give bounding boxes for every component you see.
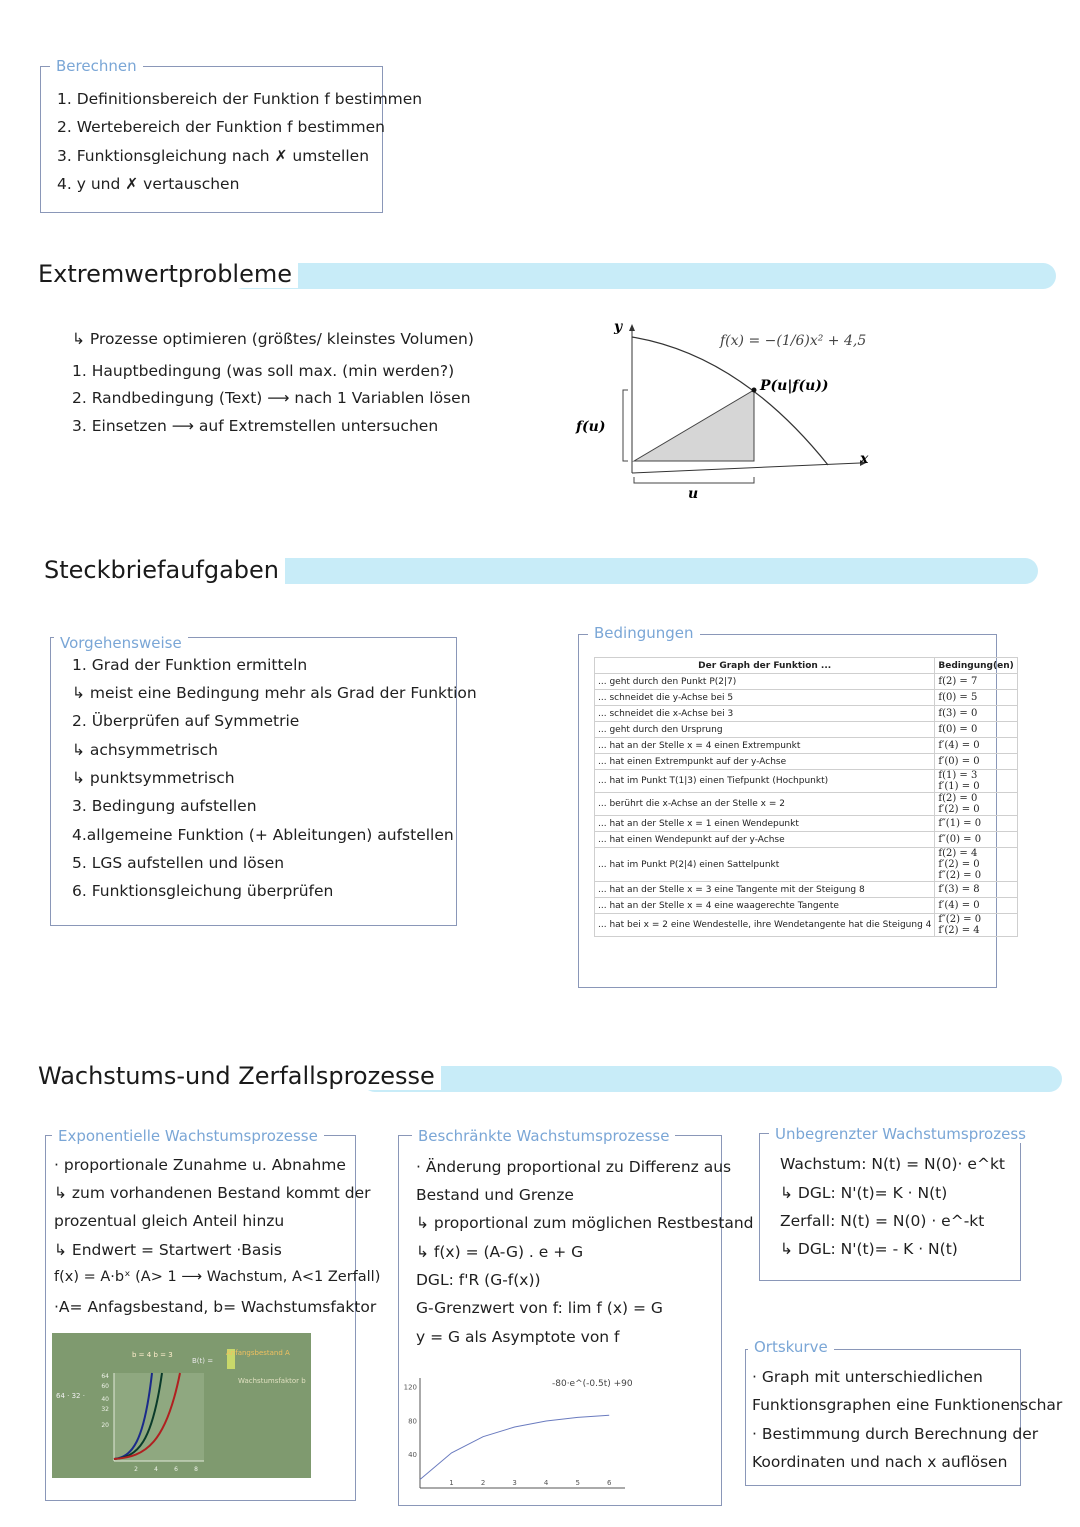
equation: f(1) = 3 [938, 770, 978, 781]
table-header-bedingung: Bedingung(en) [935, 658, 1017, 674]
table-cell-condition: ... hat an der Stelle x = 4 einen Extrempunkt [595, 738, 935, 754]
vorgehen-item: ↳ achsymmetrisch [72, 741, 218, 759]
unbegr-item: Wachstum: N(t) = N(0)· e^kt [780, 1155, 1005, 1173]
image-xtick-label: 4 [154, 1466, 158, 1473]
triangle-area [634, 390, 754, 461]
table-cell-condition: ... hat im Punkt T(1|3) einen Tiefpunkt (Hochpunkt) [595, 770, 935, 793]
chart-xtick-label: 4 [543, 1479, 549, 1487]
unbegr-title: Unbegrenzter Wachstumsprozess [769, 1125, 1032, 1143]
equation: f′(1) = 0 [938, 781, 980, 792]
vorgehen-item: 2. Überprüfen auf Symmetrie [72, 712, 300, 730]
unbegr-item: ↳ DGL: N'(t)= K · N(t) [780, 1184, 948, 1202]
vorgehen-item: 3. Bedingung aufstellen [72, 797, 257, 815]
bedingungen-title: Bedingungen [588, 624, 700, 642]
table-row [595, 882, 1018, 898]
orts-item: Koordinaten und nach x auflösen [752, 1453, 1008, 1471]
vorgehen-item: ↳ meist eine Bedingung mehr als Grad der Funktion [72, 684, 477, 702]
heading-highlight [230, 263, 1056, 289]
expo-title: Exponentielle Wachstumsprozesse [52, 1127, 324, 1145]
extrem-item: 3. Einsetzen ⟶ auf Extremstellen untersuchen [72, 417, 439, 435]
table-cell-equation [935, 754, 1017, 770]
extrem-item: 1. Hauptbedingung (was soll max. (min werden?) [72, 362, 455, 380]
equation: f′(2) = 0 [938, 859, 980, 870]
orts-item: · Bestimmung durch Berechnung der [752, 1425, 1039, 1443]
expo-item: ·A= Anfagsbestand, b= Wachstumsfaktor [54, 1298, 377, 1316]
table-cell-equation [935, 848, 1017, 882]
table-cell-equation [935, 738, 1017, 754]
equation: f′(4) = 0 [938, 900, 980, 911]
table-row [595, 674, 1018, 690]
table-row [595, 898, 1018, 914]
image-ytick-label: 40 [101, 1396, 109, 1403]
table-row [595, 914, 1018, 937]
table-row [595, 754, 1018, 770]
table-header-graph: Der Graph der Funktion ... [595, 658, 935, 674]
equation: f′(0) = 0 [938, 756, 980, 767]
table-row [595, 738, 1018, 754]
vorgehen-title: Vorgehensweise [54, 634, 188, 652]
vorgehen-item: 4.allgemeine Funktion (+ Ableitungen) aufstellen [72, 826, 454, 844]
table-cell-condition: ... berührt die x-Achse an der Stelle x = 2 [595, 793, 935, 816]
equation: f′(2) = 0 [938, 804, 980, 815]
equation: f′(4) = 0 [938, 740, 980, 751]
table-row [595, 690, 1018, 706]
table-cell-condition: ... hat im Punkt P(2|4) einen Sattelpunkt [595, 848, 935, 882]
equation: f(0) = 5 [938, 692, 978, 703]
image-ytick-label: 20 [101, 1422, 109, 1429]
beschr-item: · Änderung proportional zu Differenz aus [416, 1158, 732, 1176]
orts-title: Ortskurve [748, 1338, 834, 1356]
image-ytick-label: 60 [101, 1383, 109, 1390]
image-ytick-label: 32 [101, 1406, 109, 1413]
table-cell-condition: ... hat einen Extrempunkt auf der y-Achse [595, 754, 935, 770]
point-label: P(u|f(u)) [760, 378, 829, 394]
chart-series-line [420, 1415, 609, 1479]
chart-ytick-label: 80 [408, 1417, 417, 1426]
table-cell-equation [935, 674, 1017, 690]
bedingungen-table [594, 657, 1018, 937]
y-axis-label: y [614, 319, 623, 335]
point-p [752, 388, 757, 393]
beschr-title: Beschränkte Wachstumsprozesse [412, 1127, 675, 1145]
fu-bracket [623, 390, 628, 461]
table-cell-equation [935, 690, 1017, 706]
beschr-item: y = G als Asymptote von f [416, 1328, 620, 1346]
table-row [595, 793, 1018, 816]
heading-highlight [362, 1066, 1062, 1092]
table-cell-condition: ... geht durch den Punkt P(2|7) [595, 674, 935, 690]
fu-label: f(u) [576, 419, 606, 435]
equation: f(2) = 7 [938, 676, 978, 687]
x-axis [632, 463, 860, 473]
beschr-chart [400, 1372, 633, 1502]
left-label: 64 · 32 · [56, 1392, 85, 1400]
berechnen-item: 4. y und ✗ vertauschen [57, 175, 240, 193]
heading-highlight [232, 558, 1038, 584]
table-row [595, 722, 1018, 738]
table-row [595, 832, 1018, 848]
vorgehen-item: ↳ punktsymmetrisch [72, 769, 235, 787]
image-ytick-label: 64 [101, 1373, 109, 1380]
b-labels: b = 4 b = 3 [132, 1351, 173, 1359]
table-cell-condition: ... geht durch den Ursprung [595, 722, 935, 738]
chart-ytick-label: 40 [408, 1451, 417, 1460]
table-row [595, 848, 1018, 882]
table-cell-condition: ... schneidet die x-Achse bei 3 [595, 706, 935, 722]
u-bracket [634, 477, 754, 483]
y-axis-arrow [629, 324, 635, 331]
table-cell-equation [935, 706, 1017, 722]
equation: f″(2) = 0 [938, 914, 982, 925]
unbegr-item: ↳ DGL: N'(t)= - K · N(t) [780, 1240, 958, 1258]
equation: f′(3) = 8 [938, 884, 980, 895]
table-cell-equation [935, 914, 1017, 937]
bx-label: B(t) = [192, 1357, 214, 1365]
chart-xtick-label: 6 [606, 1479, 612, 1487]
orts-item: Funktionsgraphen eine Funktionenschar [752, 1396, 1063, 1414]
extrem-graph [570, 315, 870, 505]
table-cell-equation [935, 793, 1017, 816]
extrem-heading: Extremwertprobleme [38, 260, 298, 288]
extrem-item: 2. Randbedingung (Text) ⟶ nach 1 Variablen lösen [72, 389, 471, 407]
berechnen-item: 3. Funktionsgleichung nach ✗ umstellen [57, 147, 370, 165]
x-axis-label: x [860, 451, 869, 467]
table-row [595, 706, 1018, 722]
function-label: f(x) = −(1/6)x² + 4,5 [720, 333, 867, 349]
berechnen-item: 1. Definitionsbereich der Funktion f bestimmen [57, 90, 423, 108]
chart-function-label: -80·e^(-0.5t) +90 [552, 1379, 633, 1389]
table-cell-equation [935, 832, 1017, 848]
berechnen-item: 2. Wertebereich der Funktion f bestimmen [57, 118, 385, 136]
table-cell-condition: ... hat einen Wendepunkt auf der y-Achse [595, 832, 935, 848]
vorgehen-item: 5. LGS aufstellen und lösen [72, 854, 285, 872]
image-xtick-label: 6 [174, 1466, 178, 1473]
wachstum-heading: Wachstums-und Zerfallsprozesse [38, 1062, 441, 1090]
u-label: u [688, 486, 699, 502]
anfang-label: Anfangsbestand A [226, 1349, 290, 1357]
beschr-item: G-Grenzwert von f: lim f (x) = G [416, 1299, 663, 1317]
chart-ticks [404, 1383, 612, 1487]
vorgehen-item: 6. Funktionsgleichung überprüfen [72, 882, 334, 900]
table-cell-equation [935, 722, 1017, 738]
table-cell-equation [935, 770, 1017, 793]
chart-xtick-label: 2 [480, 1479, 486, 1487]
chart-xtick-label: 3 [512, 1479, 517, 1487]
equation: f′(2) = 4 [938, 925, 980, 936]
faktor-label: Wachstumsfaktor b [238, 1377, 306, 1385]
chart-ytick-label: 120 [403, 1383, 417, 1392]
expo-item: · proportionale Zunahme u. Abnahme [54, 1156, 346, 1174]
equation: f″(1) = 0 [938, 818, 982, 829]
equation: f(2) = 0 [938, 793, 978, 804]
vorgehen-item: 1. Grad der Funktion ermitteln [72, 656, 308, 674]
orts-item: · Graph mit unterschiedlichen [752, 1368, 983, 1386]
unbegr-item: Zerfall: N(t) = N(0) · e^-kt [780, 1212, 985, 1230]
expo-item: ↳ Endwert = Startwert ·Basis [54, 1241, 282, 1259]
equation: f(0) = 0 [938, 724, 978, 735]
extrem-item: ↳ Prozesse optimieren (größtes/ kleinstes Volumen) [72, 330, 474, 348]
table-cell-equation [935, 816, 1017, 832]
chart-xtick-label: 1 [449, 1479, 454, 1487]
beschr-item: DGL: f'R (G-f(x)) [416, 1271, 541, 1289]
beschr-item: ↳ f(x) = (A-G) . e + G [416, 1243, 584, 1261]
table-row [595, 816, 1018, 832]
chart-xtick-label: 5 [575, 1479, 580, 1487]
image-xtick-label: 8 [194, 1466, 198, 1473]
expo-item: f(x) = A·bˣ (A> 1 ⟶ Wachstum, A<1 Zerfall) [54, 1269, 381, 1285]
berechnen-title: Berechnen [50, 57, 143, 75]
table-cell-condition: ... hat an der Stelle x = 4 eine waagerechte Tangente [595, 898, 935, 914]
table-cell-equation [935, 882, 1017, 898]
table-cell-condition: ... hat an der Stelle x = 3 eine Tangente mit der Steigung 8 [595, 882, 935, 898]
table-cell-equation [935, 898, 1017, 914]
expo-item: ↳ zum vorhandenen Bestand kommt der [54, 1184, 371, 1202]
table-cell-condition: ... schneidet die y-Achse bei 5 [595, 690, 935, 706]
image-xtick-label: 2 [134, 1466, 138, 1473]
equation: f″(0) = 0 [938, 834, 982, 845]
expo-item: prozentual gleich Anteil hinzu [54, 1212, 285, 1230]
equation: f″(2) = 0 [938, 870, 982, 881]
beschr-item: ↳ proportional zum möglichen Restbestand [416, 1214, 754, 1232]
table-cell-condition: ... hat an der Stelle x = 1 einen Wendepunkt [595, 816, 935, 832]
steck-heading: Steckbriefaufgaben [44, 556, 285, 584]
table-cell-condition: ... hat bei x = 2 eine Wendestelle, ihre Wendetangente hat die Steigung 4 [595, 914, 935, 937]
equation: f(2) = 4 [938, 848, 978, 859]
beschr-item: Bestand und Grenze [416, 1186, 574, 1204]
expo-growth-image [52, 1333, 311, 1478]
equation: f(3) = 0 [938, 708, 978, 719]
table-row [595, 770, 1018, 793]
